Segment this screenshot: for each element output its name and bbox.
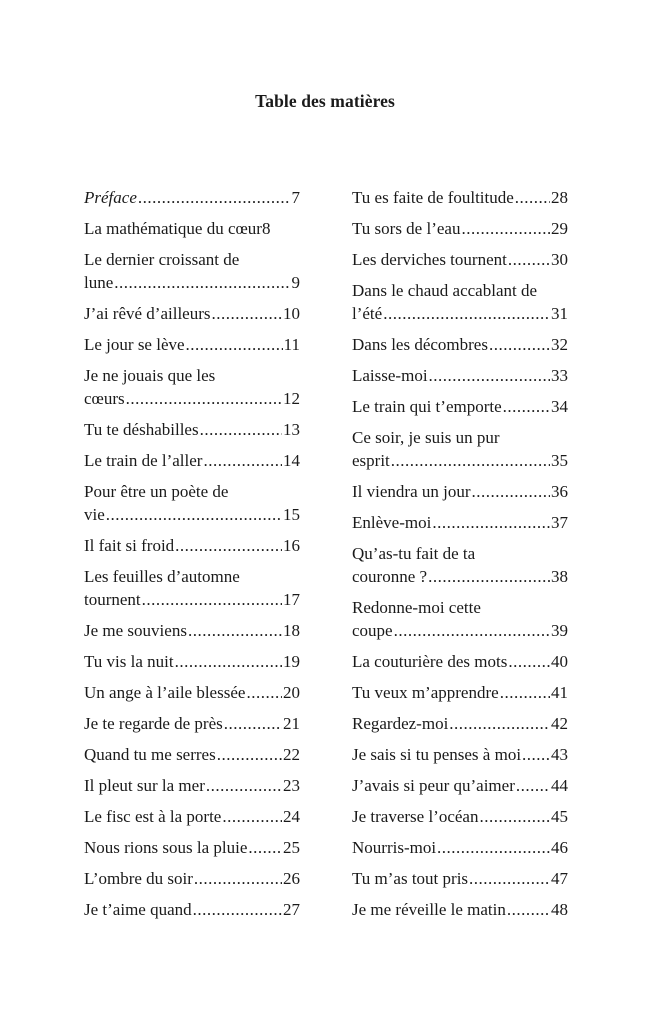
toc-entry-page-number: 27 xyxy=(283,900,300,919)
toc-entry-title-line1: Les feuilles d’automne xyxy=(84,567,240,586)
toc-entry-title: L’ombre du soir xyxy=(84,869,193,888)
toc-entry-title: Il pleut sur la mer xyxy=(84,776,205,795)
dot-leader xyxy=(522,743,550,766)
toc-entry-title: Je traverse l’océan xyxy=(352,807,479,826)
toc-entry-title-line1: Dans le chaud accablant de xyxy=(352,281,538,300)
toc-entry-title: Les derviches tournent xyxy=(352,250,507,269)
toc-entry-page-number: 13 xyxy=(283,420,300,439)
toc-entry-page-number: 46 xyxy=(551,838,568,857)
dot-leader xyxy=(142,588,282,611)
toc-entry xyxy=(352,333,568,356)
toc-entry-title: Nous rions sous la pluie xyxy=(84,838,248,857)
dot-leader xyxy=(479,805,550,828)
toc-entry-page-number: 16 xyxy=(283,536,300,555)
dot-leader xyxy=(194,867,282,890)
toc-entry xyxy=(352,681,568,704)
toc-entry-page-number: 26 xyxy=(283,869,300,888)
toc-entry-title-line2: lune xyxy=(84,273,114,292)
dot-leader xyxy=(508,248,550,271)
dot-leader xyxy=(508,650,550,673)
toc-entry-page-number: 10 xyxy=(283,304,300,323)
toc-entry-title-line2: vie xyxy=(84,505,105,524)
toc-entry-title-line1: Le dernier croissant de xyxy=(84,250,240,269)
toc-entry-title: J’ai rêvé d’ailleurs xyxy=(84,304,211,323)
dot-leader xyxy=(200,418,282,441)
dot-leader xyxy=(186,333,283,356)
dot-leader xyxy=(175,650,282,673)
toc-entry-page-number: 24 xyxy=(283,807,300,826)
dot-leader xyxy=(500,681,550,704)
dot-leader xyxy=(428,565,550,588)
toc-entry-title-line2: coupe xyxy=(352,621,393,640)
toc-entry-title: Tu vis la nuit xyxy=(84,652,174,671)
toc-entry-title-line2: l’été xyxy=(352,304,383,323)
toc-entry-title: Je t’aime quand xyxy=(84,900,192,919)
toc-entry xyxy=(352,743,568,766)
dot-leader xyxy=(206,774,282,797)
dot-leader xyxy=(503,395,550,418)
toc-entry xyxy=(352,542,568,588)
toc-entry-title: Dans les décombres xyxy=(352,335,488,354)
toc-entry xyxy=(352,805,568,828)
dot-leader xyxy=(193,898,282,921)
toc-entry-page-number: 9 xyxy=(291,273,300,292)
toc-entry-title-line1: Pour être un poète de xyxy=(84,482,229,501)
toc-entry xyxy=(84,712,300,735)
toc-entry xyxy=(352,426,568,472)
toc-entry xyxy=(84,681,300,704)
toc-entry-page-number: 48 xyxy=(551,900,568,919)
dot-leader xyxy=(224,712,282,735)
toc-entry-title: Laisse-moi xyxy=(352,366,428,385)
toc-entry xyxy=(84,302,300,325)
toc-entry-page-number: 30 xyxy=(551,250,568,269)
toc-entry xyxy=(84,836,300,859)
toc-entry-title: La mathématique du cœur xyxy=(84,219,262,238)
toc-entry-title-line2: tournent xyxy=(84,590,141,609)
toc-entry-title-line2: cœurs xyxy=(84,389,125,408)
toc-entry xyxy=(84,619,300,642)
dot-leader xyxy=(469,867,550,890)
toc-entry xyxy=(352,480,568,503)
toc-entry-title: Je me souviens xyxy=(84,621,187,640)
toc-column-right xyxy=(352,186,568,929)
toc-entry-title: Tu veux m’apprendre xyxy=(352,683,499,702)
toc-entry-page-number: 19 xyxy=(283,652,300,671)
dot-leader xyxy=(188,619,282,642)
dot-leader xyxy=(246,681,282,704)
toc-entry xyxy=(352,898,568,921)
toc-entry xyxy=(84,534,300,557)
toc-entry-title: Tu sors de l’eau xyxy=(352,219,461,238)
toc-entry-page-number: 45 xyxy=(551,807,568,826)
toc-entry xyxy=(352,395,568,418)
toc-entry-page-number: 33 xyxy=(551,366,568,385)
dot-leader xyxy=(437,836,550,859)
toc-entry-title: Je te regarde de près xyxy=(84,714,223,733)
toc-entry-title: Le jour se lève xyxy=(84,335,185,354)
toc-entry-title: Il fait si froid xyxy=(84,536,175,555)
dot-leader xyxy=(472,480,551,503)
dot-leader xyxy=(114,271,290,294)
dot-leader xyxy=(222,805,282,828)
toc-entry xyxy=(352,712,568,735)
dot-leader xyxy=(507,898,550,921)
toc-entry-title: Préface xyxy=(84,188,137,207)
toc-entry-page-number: 7 xyxy=(291,188,300,207)
toc-entry-page-number: 21 xyxy=(283,714,300,733)
toc-entry-page-number: 34 xyxy=(551,397,568,416)
toc-entry-title: Le fisc est à la porte xyxy=(84,807,222,826)
toc-entry-page-number: 20 xyxy=(283,683,300,702)
toc-entry-page-number: 37 xyxy=(551,513,568,532)
toc-entry-page-number: 29 xyxy=(551,219,568,238)
toc-entry-page-number: 23 xyxy=(283,776,300,795)
toc-entry-page-number: 40 xyxy=(551,652,568,671)
toc-entry-page-number: 8 xyxy=(261,219,271,238)
toc-entry xyxy=(352,217,568,240)
toc-entry xyxy=(352,186,568,209)
toc-entry xyxy=(352,836,568,859)
toc-entry-title: Nourris-moi xyxy=(352,838,437,857)
dot-leader xyxy=(212,302,283,325)
toc-entry-page-number: 41 xyxy=(551,683,568,702)
toc-entry-page-number: 36 xyxy=(551,482,568,501)
toc-entry xyxy=(84,565,300,611)
toc-column-left xyxy=(84,186,300,929)
dot-leader xyxy=(391,449,550,472)
toc-entry-page-number: 18 xyxy=(283,621,300,640)
toc-entry-page-number: 28 xyxy=(551,188,568,207)
toc-entry-title: Enlève-moi xyxy=(352,513,432,532)
toc-entry-title: Tu es faite de foultitude xyxy=(352,188,514,207)
dot-leader xyxy=(461,217,550,240)
toc-entry xyxy=(84,774,300,797)
toc-entry-title: Je sais si tu penses à moi xyxy=(352,745,522,764)
toc-entry-title: Je me réveille le matin xyxy=(352,900,506,919)
toc-entry-title-line1: Qu’as-tu fait de ta xyxy=(352,544,476,563)
toc-entry-title-line2: esprit xyxy=(352,451,390,470)
toc-entry xyxy=(352,596,568,642)
toc-entry-title: Un ange à l’aile blessée xyxy=(84,683,246,702)
toc-entry xyxy=(352,774,568,797)
dot-leader xyxy=(429,364,550,387)
dot-leader xyxy=(126,387,282,410)
toc-entry-title: La couturière des mots xyxy=(352,652,508,671)
toc-entry-page-number: 32 xyxy=(551,335,568,354)
dot-leader xyxy=(394,619,550,642)
toc-entry-page-number: 12 xyxy=(283,389,300,408)
toc-entry xyxy=(352,364,568,387)
toc-entry xyxy=(84,364,300,410)
toc-entry-title-line1: Je ne jouais que les xyxy=(84,366,216,385)
toc-entry-page-number: 15 xyxy=(283,505,300,524)
dot-leader xyxy=(138,186,291,209)
toc-entry-title-line1: Redonne-moi cette xyxy=(352,598,481,617)
toc-entry xyxy=(352,248,568,271)
toc-entry xyxy=(84,898,300,921)
toc-entry-page-number: 39 xyxy=(551,621,568,640)
toc-entry xyxy=(84,805,300,828)
toc-entry-title: Regardez-moi xyxy=(352,714,449,733)
dot-leader xyxy=(217,743,282,766)
dot-leader xyxy=(515,186,550,209)
toc-entry-page-number: 25 xyxy=(283,838,300,857)
toc-entry xyxy=(352,650,568,673)
toc-entry-page-number: 44 xyxy=(551,776,568,795)
toc-entry xyxy=(84,650,300,673)
toc-entry-page-number: 11 xyxy=(283,335,300,354)
toc-entry-title: Le train de l’aller xyxy=(84,451,203,470)
dot-leader xyxy=(383,302,550,325)
dot-leader xyxy=(449,712,550,735)
toc-entry-page-number: 38 xyxy=(551,567,568,586)
toc-entry-page-number: 17 xyxy=(283,590,300,609)
toc-entry-page-number: 43 xyxy=(551,745,568,764)
toc-entry xyxy=(352,279,568,325)
toc-entry xyxy=(352,867,568,890)
table-of-contents xyxy=(84,186,568,929)
toc-entry-title-line1: Ce soir, je suis un pur xyxy=(352,428,500,447)
toc-entry-page-number: 31 xyxy=(551,304,568,323)
toc-entry-page-number: 14 xyxy=(283,451,300,470)
dot-leader xyxy=(516,774,550,797)
toc-entry-title: Tu m’as tout pris xyxy=(352,869,469,888)
toc-entry-page-number: 22 xyxy=(283,745,300,764)
toc-entry-page-number: 47 xyxy=(551,869,568,888)
toc-entry xyxy=(84,480,300,526)
toc-entry-title: Il viendra un jour xyxy=(352,482,471,501)
toc-entry xyxy=(84,867,300,890)
toc-entry-title-line2: couronne ? xyxy=(352,567,428,586)
dot-leader xyxy=(175,534,282,557)
toc-entry xyxy=(84,418,300,441)
toc-entry xyxy=(84,217,300,240)
dot-leader xyxy=(106,503,282,526)
dot-leader xyxy=(203,449,282,472)
toc-entry-page-number: 42 xyxy=(551,714,568,733)
dot-leader xyxy=(432,511,550,534)
toc-entry-title: Tu te déshabilles xyxy=(84,420,199,439)
toc-entry xyxy=(84,333,300,356)
toc-entry-title: J’avais si peur qu’aimer xyxy=(352,776,515,795)
toc-entry-title: Quand tu me serres xyxy=(84,745,216,764)
dot-leader xyxy=(489,333,550,356)
toc-entry xyxy=(84,449,300,472)
dot-leader xyxy=(248,836,282,859)
toc-entry xyxy=(352,511,568,534)
toc-entry-page-number: 35 xyxy=(551,451,568,470)
toc-entry-title: Le train qui t’emporte xyxy=(352,397,502,416)
toc-entry xyxy=(84,186,300,209)
toc-entry xyxy=(84,743,300,766)
page-title: Table des matières xyxy=(255,91,395,111)
toc-entry xyxy=(84,248,300,294)
